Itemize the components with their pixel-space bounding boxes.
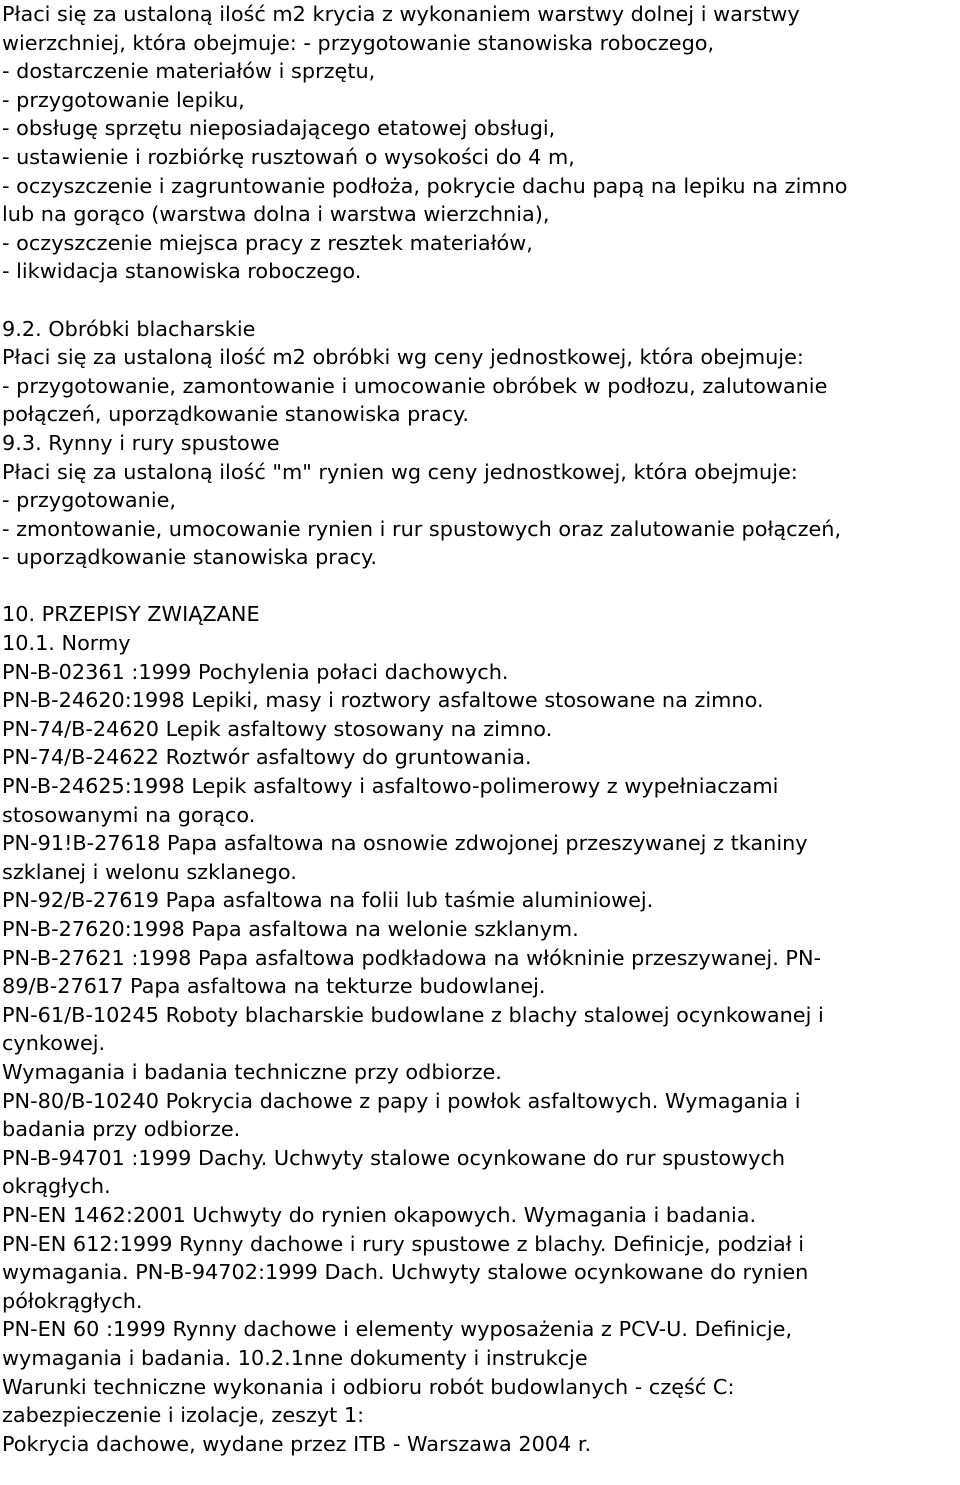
- norm-line: cynkowej.: [2, 1031, 106, 1056]
- norm-line: półokrągłych.: [2, 1288, 143, 1313]
- norm-line: szklanej i welonu szklanego.: [2, 859, 297, 884]
- text-line: - obsługę sprzętu nieposiadającego etatowej obsługi,: [2, 116, 556, 141]
- norm-line: PN-74/B-24622 Roztwór asfaltowy do gruntowania.: [2, 745, 532, 770]
- norm-line: PN-B-24620:1998 Lepiki, masy i roztwory asfaltowe stosowane na zimno.: [2, 688, 764, 713]
- norm-line: okrągłych.: [2, 1174, 111, 1199]
- text-line: Płaci się za ustaloną ilość m2 krycia z wykonaniem warstwy dolnej i warstwy: [2, 2, 800, 26]
- text-line: wierzchniej, która obejmuje: - przygotowanie stanowiska roboczego,: [2, 30, 715, 55]
- norm-line: PN-74/B-24620 Lepik asfaltowy stosowany na zimno.: [2, 716, 553, 741]
- text-line: - zmontowanie, umocowanie rynien i rur spustowych oraz zalutowanie połączeń,: [2, 516, 842, 541]
- text-line: - dostarczenie materiałów i sprzętu,: [2, 59, 376, 84]
- section-intro: [2, 0, 952, 286]
- text-line: - ustawienie i rozbiórkę rusztowań o wysokości do 4 m,: [2, 144, 575, 169]
- norm-line: PN-B-24625:1998 Lepik asfaltowy i asfaltowo-polimerowy z wypełniaczami: [2, 774, 779, 799]
- norm-line: stosowanymi na gorąco.: [2, 802, 256, 827]
- text-line: Płaci się za ustaloną ilość m2 obróbki wg ceny jednostkowej, która obejmuje:: [2, 345, 804, 370]
- text-line: Pokrycia dachowe, wydane przez ITB - Warszawa 2004 r.: [2, 1431, 592, 1456]
- text-line: połączeń, uporządkowanie stanowiska pracy.: [2, 402, 469, 427]
- document-page: [2, 0, 952, 1458]
- norm-line: PN-B-27621 :1998 Papa asfaltowa podkładowa na włókninie przeszywanej. PN-: [2, 945, 822, 970]
- norm-line: PN-61/B-10245 Roboty blacharskie budowlane z blachy stalowej ocynkowanej i: [2, 1002, 824, 1027]
- norm-line: PN-EN 612:1999 Rynny dachowe i rury spustowe z blachy. Definicje, podział i: [2, 1231, 805, 1256]
- text-line: - oczyszczenie miejsca pracy z resztek materiałów,: [2, 230, 533, 255]
- text-line: - przygotowanie, zamontowanie i umocowanie obróbek w podłozu, zalutowanie: [2, 373, 828, 398]
- norm-line: wymagania i badania. 10.2.1nne dokumenty i instrukcje: [2, 1345, 588, 1370]
- paragraph-gap: [2, 286, 952, 315]
- text-line: lub na gorąco (warstwa dolna i warstwa wierzchnia),: [2, 202, 550, 227]
- text-line: - likwidacja stanowiska roboczego.: [2, 259, 362, 284]
- norm-line: PN-B-02361 :1999 Pochylenia połaci dachowych.: [2, 659, 509, 684]
- norm-line: PN-92/B-27619 Papa asfaltowa na folii lub taśmie aluminiowej.: [2, 888, 654, 913]
- text-line: - przygotowanie,: [2, 488, 177, 513]
- text-line: Warunki techniczne wykonania i odbioru robót budowlanych - część C:: [2, 1374, 735, 1399]
- text-line: - oczyszczenie i zagruntowanie podłoża, pokrycie dachu papą na lepiku na zimno: [2, 173, 848, 198]
- section-heading-9-2: 9.2. Obróbki blacharskie: [2, 316, 256, 341]
- section-payment-rules: [2, 315, 952, 572]
- norm-line: badania przy odbiorze.: [2, 1117, 241, 1142]
- paragraph-gap: [2, 572, 952, 601]
- norm-line: PN-EN 1462:2001 Uchwyty do rynien okapowych. Wymagania i badania.: [2, 1202, 757, 1227]
- norm-line: PN-B-27620:1998 Papa asfaltowa na welonie szklanym.: [2, 917, 579, 941]
- text-line: Płaci się za ustaloną ilość "m" rynien wg ceny jednostkowej, która obejmuje:: [2, 459, 798, 484]
- section-regulations: [2, 600, 952, 1458]
- norm-line: PN-80/B-10240 Pokrycia dachowe z papy i powłok asfaltowych. Wymagania i: [2, 1088, 801, 1113]
- norm-line: PN-B-94701 :1999 Dachy. Uchwyty stalowe ocynkowane do rur spustowych: [2, 1145, 786, 1170]
- section-heading-9-3: 9.3. Rynny i rury spustowe: [2, 430, 280, 455]
- norm-line: 89/B-27617 Papa asfaltowa na tekturze budowlanej.: [2, 974, 546, 999]
- norm-line: Wymagania i badania techniczne przy odbiorze.: [2, 1059, 502, 1084]
- norm-line: wymagania. PN-B-94702:1999 Dach. Uchwyty stalowe ocynkowane do rynien: [2, 1260, 809, 1285]
- text-line: - uporządkowanie stanowiska pracy.: [2, 545, 377, 570]
- text-line: zabezpieczenie i izolacje, zeszyt 1:: [2, 1403, 365, 1428]
- section-heading-10: 10. PRZEPISY ZWIĄZANE: [2, 602, 260, 627]
- text-line: - przygotowanie lepiku,: [2, 87, 245, 112]
- norm-line: PN-EN 60 :1999 Rynny dachowe i elementy wyposażenia z PCV-U. Definicje,: [2, 1317, 793, 1342]
- norm-line: PN-91!B-27618 Papa asfaltowa na osnowie zdwojonej przeszywanej z tkaniny: [2, 831, 808, 856]
- section-heading-10-1: 10.1. Normy: [2, 631, 131, 656]
